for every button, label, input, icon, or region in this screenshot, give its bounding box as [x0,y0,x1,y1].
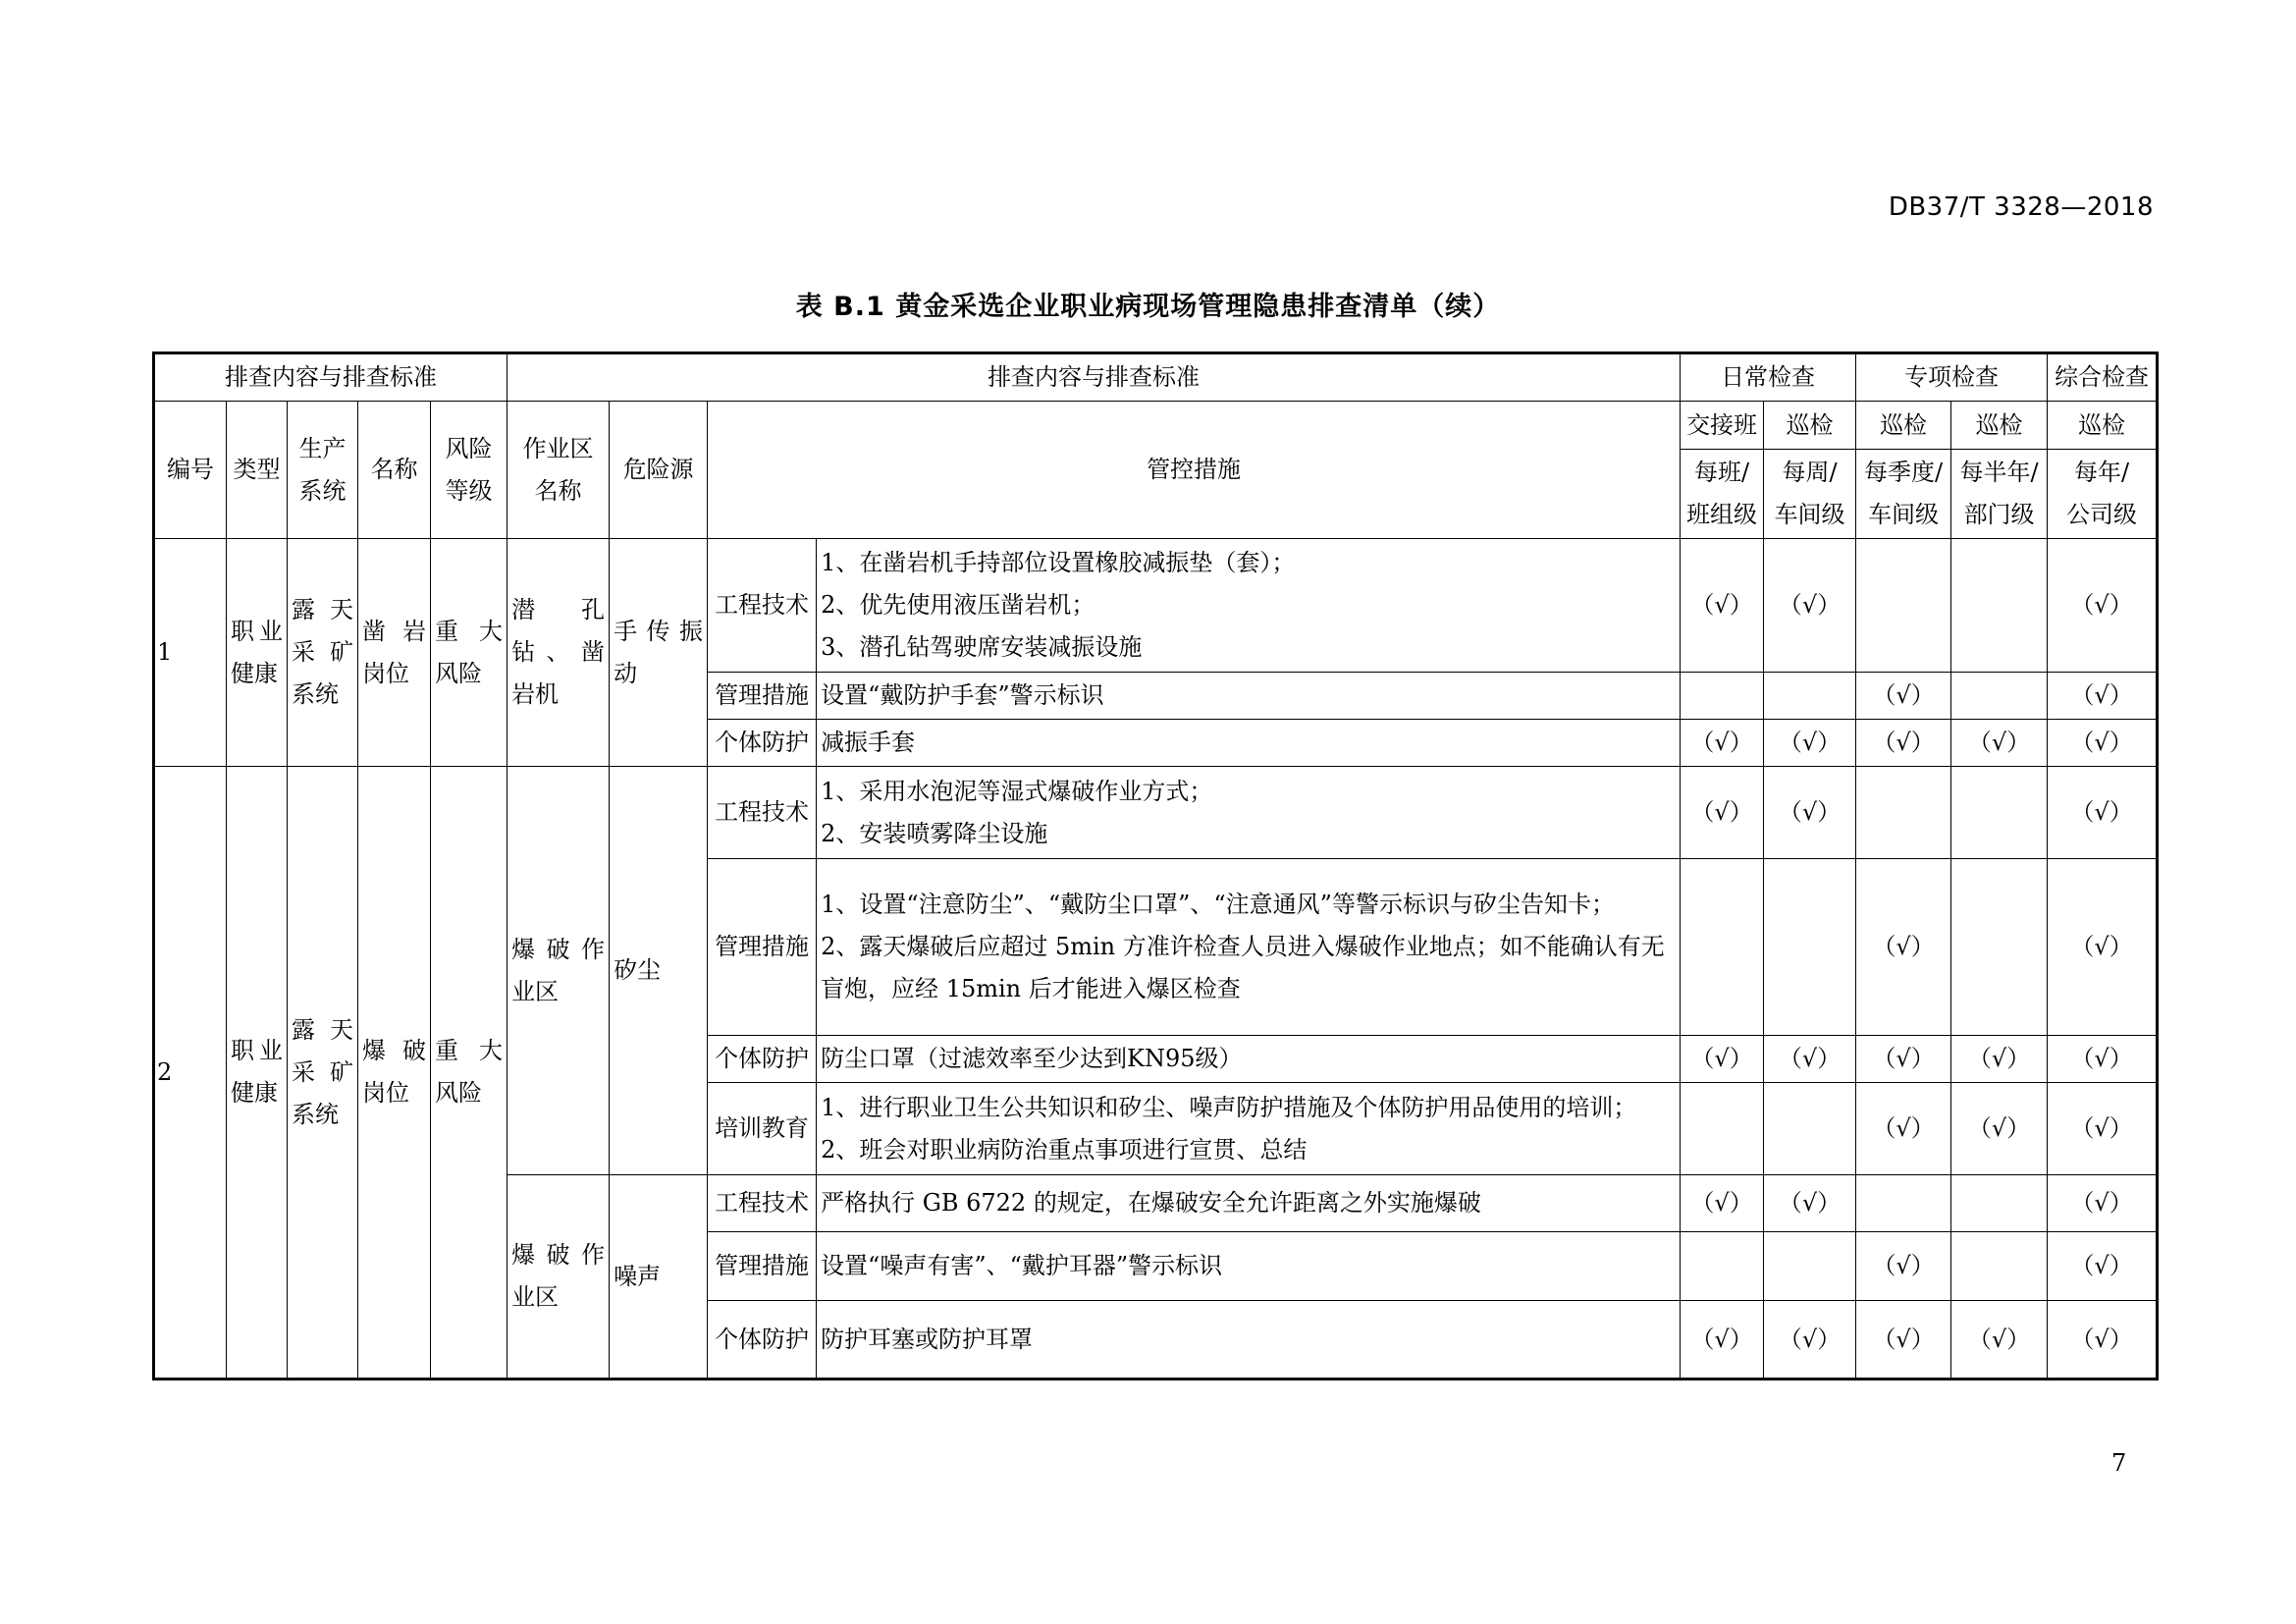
header-c3-level [1856,450,1951,539]
header-area-line2: 名称 [534,476,582,505]
measure-line: 3、潜孔钻驾驶席安装减振设施 [821,633,1143,661]
header-c5-top: 巡检 [2048,402,2158,450]
measure-text [817,1175,1681,1232]
header-risk-line2: 等级 [445,476,493,505]
header-c3-line2: 车间级 [1868,501,1940,528]
measure-line: 设置“戴防护手套”警示标识 [821,681,1104,709]
inspection-table [152,352,2159,1380]
header-c5-line2: 公司级 [2066,501,2138,528]
check-mark-cell [1856,1175,1951,1232]
header-group-general: 综合检查 [2048,353,2158,402]
check-mark-cell [1951,539,2048,673]
check-mark-cell: （√） [1951,1036,2048,1083]
check-mark-cell [1764,673,1856,720]
measure-text [817,1083,1681,1175]
header-c5-level [2048,450,2158,539]
header-name: 名称 [358,402,431,539]
header-c5-line1: 每年/ [2074,459,2130,486]
check-mark-cell: （√） [2048,1232,2158,1301]
row-risk: 重大风险 [431,767,507,1380]
row-id: 2 [154,767,227,1380]
check-mark-cell: （√） [1681,767,1764,859]
measure-text [817,673,1681,720]
header-area [507,402,610,539]
check-mark-cell [1764,1083,1856,1175]
check-mark-cell: （√） [2048,1036,2158,1083]
check-mark-cell: （√） [1856,1232,1951,1301]
check-mark-cell [1951,767,2048,859]
measure-text [817,859,1681,1036]
check-mark-cell: （√） [1764,539,1856,673]
check-mark-cell [1951,859,2048,1036]
check-mark-cell: （√） [1856,859,1951,1036]
document-code: DB37/T 3328—2018 [1888,192,2154,222]
header-risk [431,402,507,539]
check-mark-cell: （√） [1764,1036,1856,1083]
row-risk: 重大风险 [431,539,507,767]
header-c2-line2: 车间级 [1774,501,1845,528]
header-type: 类型 [227,402,288,539]
check-mark-cell: （√） [1856,720,1951,767]
measure-line: 2、班会对职业病防治重点事项进行宣贯、总结 [821,1135,1308,1164]
check-mark-cell: （√） [2048,767,2158,859]
measure-category: 工程技术 [708,539,817,673]
measure-category: 管理措施 [708,859,817,1036]
measure-text [817,539,1681,673]
check-mark-cell: （√） [2048,859,2158,1036]
check-mark-cell [1681,673,1764,720]
check-mark-cell: （√） [1681,1175,1764,1232]
measure-category: 工程技术 [708,767,817,859]
header-row-groups [154,353,2158,402]
check-mark-cell: （√） [1681,539,1764,673]
check-mark-cell: （√） [1951,1083,2048,1175]
header-c1-line2: 班组级 [1686,501,1758,528]
header-c3-line1: 每季度/ [1864,459,1944,486]
row-id: 1 [154,539,227,767]
header-c4-top: 巡检 [1951,402,2048,450]
check-mark-cell: （√） [1951,720,2048,767]
measure-category: 个体防护 [708,720,817,767]
check-mark-cell: （√） [1764,767,1856,859]
measure-text [817,767,1681,859]
header-c3-top: 巡检 [1856,402,1951,450]
measure-line: 减振手套 [821,729,916,756]
measure-line: 1、设置“注意防尘”、“戴防尘口罩”、“注意通风”等警示标识与矽尘告知卡； [821,891,1615,918]
measure-line: 1、在凿岩机手持部位设置橡胶减振垫（套）； [821,549,1296,576]
header-system-line2: 系统 [298,476,347,505]
measure-category: 培训教育 [708,1083,817,1175]
measure-line: 1、采用水泡泥等湿式爆破作业方式； [821,777,1213,805]
check-mark-cell: （√） [1856,1301,1951,1380]
header-group-left: 排查内容与排查标准 [154,353,507,402]
table-title: 表 B.1 黄金采选企业职业病现场管理隐患排查清单（续） [795,292,1501,322]
header-c2-line1: 每周/ [1782,459,1838,486]
measure-line: 2、安装喷雾降尘设施 [821,819,1048,847]
row-area: 爆破作业区 [507,1175,610,1380]
measure-text [817,1232,1681,1301]
row-hazard: 矽尘 [610,767,708,1175]
row-hazard: 手传振动 [610,539,708,767]
check-mark-cell: （√） [2048,1301,2158,1380]
measure-line: 2、露天爆破后应超过 5min 方准许检查人员进入爆破作业地点；如不能确认有无盲炮，应经 15min 后才能进入爆区检查 [821,933,1665,1002]
header-group-daily: 日常检查 [1681,353,1856,402]
measure-text [817,1036,1681,1083]
measure-line: 1、进行职业卫生公共知识和矽尘、噪声防护措施及个体防护用品使用的培训； [821,1093,1637,1121]
header-measures: 管控措施 [708,402,1681,539]
table-row [154,767,2158,859]
check-mark-cell: （√） [1856,1083,1951,1175]
check-mark-cell [1951,673,2048,720]
measure-line: 防护耳塞或防护耳罩 [821,1325,1034,1353]
check-mark-cell: （√） [1681,1301,1764,1380]
check-mark-cell [1681,1083,1764,1175]
check-mark-cell [1764,859,1856,1036]
row-type: 职业健康 [227,767,288,1380]
header-row-frequency [154,402,2158,450]
measure-line: 严格执行 GB 6722 的规定，在爆破安全允许距离之外实施爆破 [821,1189,1481,1217]
header-c4-line2: 部门级 [1963,501,2035,528]
check-mark-cell: （√） [1764,1301,1856,1380]
check-mark-cell: （√） [2048,673,2158,720]
header-c1-level [1681,450,1764,539]
check-mark-cell: （√） [1951,1301,2048,1380]
row-area: 潜孔钻、凿岩机 [507,539,610,767]
row-system: 露天采矿系统 [288,539,358,767]
header-c2-level [1764,450,1856,539]
check-mark-cell: （√） [1856,673,1951,720]
header-risk-line1: 风险 [445,434,493,462]
header-id: 编号 [154,402,227,539]
check-mark-cell: （√） [1681,1036,1764,1083]
check-mark-cell [1764,1232,1856,1301]
row-area: 爆破作业区 [507,767,610,1175]
header-group-mid: 排查内容与排查标准 [507,353,1681,402]
check-mark-cell: （√） [1681,720,1764,767]
page-number: 7 [2111,1449,2127,1477]
header-system [288,402,358,539]
header-c2-top: 巡检 [1764,402,1856,450]
check-mark-cell [1856,767,1951,859]
measure-line: 设置“噪声有害”、“戴护耳器”警示标识 [821,1252,1223,1279]
check-mark-cell: （√） [2048,539,2158,673]
measure-category: 管理措施 [708,673,817,720]
measure-text [817,720,1681,767]
row-hazard: 噪声 [610,1175,708,1380]
check-mark-cell [1856,539,1951,673]
measure-category: 个体防护 [708,1036,817,1083]
measure-line: 2、优先使用液压凿岩机； [821,591,1095,619]
check-mark-cell: （√） [2048,1083,2158,1175]
measure-category: 工程技术 [708,1175,817,1232]
row-system: 露天采矿系统 [288,767,358,1380]
measure-text [817,1301,1681,1380]
check-mark-cell: （√） [2048,1175,2158,1232]
check-mark-cell: （√） [1764,720,1856,767]
row-type: 职业健康 [227,539,288,767]
header-system-line1: 生产 [298,434,347,462]
header-group-special: 专项检查 [1856,353,2048,402]
row-name: 爆破岗位 [358,767,431,1380]
check-mark-cell [1681,1232,1764,1301]
header-c1-line1: 每班/ [1694,459,1750,486]
header-hazard: 危险源 [610,402,708,539]
row-name: 凿岩岗位 [358,539,431,767]
check-mark-cell [1681,859,1764,1036]
measure-category: 个体防护 [708,1301,817,1380]
header-c4-line1: 每半年/ [1959,459,2039,486]
header-c1-top: 交接班 [1681,402,1764,450]
header-area-line1: 作业区 [522,434,594,462]
check-mark-cell [1951,1175,2048,1232]
table-row [154,539,2158,673]
check-mark-cell: （√） [1764,1175,1856,1232]
check-mark-cell [1951,1232,2048,1301]
check-mark-cell: （√） [1856,1036,1951,1083]
header-c4-level [1951,450,2048,539]
check-mark-cell: （√） [2048,720,2158,767]
measure-category: 管理措施 [708,1232,817,1301]
measure-line: 防尘口罩（过滤效率至少达到KN95级） [821,1045,1243,1072]
